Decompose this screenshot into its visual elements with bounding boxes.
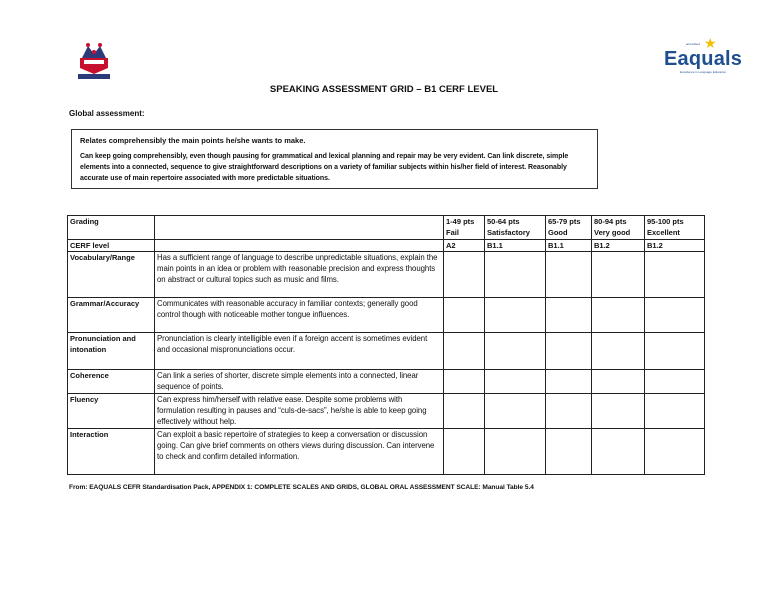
score-cell-fail[interactable] <box>444 370 485 394</box>
score-cell-good[interactable] <box>546 394 592 429</box>
score-cell-fail[interactable] <box>444 252 485 298</box>
band-header-fail: 1-49 pts Fail <box>444 216 485 240</box>
criterion-description: Communicates with reasonable accuracy in familiar contexts; generally good control though with noticeable mother tongue influences. <box>155 298 444 333</box>
global-assessment-summary: Relates comprehensibly the main points he/she wants to make. <box>80 136 306 145</box>
cerf-level-very-good: B1.2 <box>592 240 645 252</box>
criterion-description: Can exploit a basic repertoire of strategies to keep a conversation or discussion going. Can give brief comments on others views during discussion. Can intervene to check and confirm detailed information. <box>155 429 444 475</box>
cerf-level-good: B1.1 <box>546 240 592 252</box>
criterion-name: Fluency <box>68 394 155 429</box>
score-cell-very-good[interactable] <box>592 370 645 394</box>
cerf-blank <box>155 240 444 252</box>
criterion-name: Coherence <box>68 370 155 394</box>
criterion-description: Has a sufficient range of language to describe unpredictable situations, explain the main points in an idea or problem with reasonable precision and express thoughts on abstract or cultural topics such as music and films. <box>155 252 444 298</box>
grading-label: Grading <box>68 216 155 240</box>
score-cell-excellent[interactable] <box>645 298 705 333</box>
eaquals-logo <box>664 35 743 78</box>
grading-blank <box>155 216 444 240</box>
criterion-row-fluency <box>68 394 705 429</box>
score-cell-good[interactable] <box>546 333 592 370</box>
criterion-row-coherence <box>68 370 705 394</box>
eaquals-accredited-text: accredited <box>686 42 700 46</box>
score-cell-very-good[interactable] <box>592 252 645 298</box>
band-header-very-good: 80-94 pts Very good <box>592 216 645 240</box>
score-cell-fail[interactable] <box>444 394 485 429</box>
cerf-level-fail: A2 <box>444 240 485 252</box>
score-cell-excellent[interactable] <box>645 429 705 475</box>
score-cell-satisfactory[interactable] <box>485 394 546 429</box>
score-cell-fail[interactable] <box>444 429 485 475</box>
score-cell-satisfactory[interactable] <box>485 429 546 475</box>
assessment-grid <box>67 215 705 475</box>
score-cell-excellent[interactable] <box>645 394 705 429</box>
page-title: SPEAKING ASSESSMENT GRID – B1 CERF LEVEL <box>269 84 499 95</box>
score-cell-satisfactory[interactable] <box>485 333 546 370</box>
score-cell-excellent[interactable] <box>645 333 705 370</box>
eaquals-tagline: Excellence in Language Education <box>680 70 727 74</box>
score-cell-good[interactable] <box>546 298 592 333</box>
criterion-name: Pronunciation and intonation <box>68 333 155 370</box>
score-cell-excellent[interactable] <box>645 370 705 394</box>
criterion-description: Can express him/herself with relative ease. Despite some problems with formulation resulting in pauses and “culs-de-sacs”, he/she is able to keep going effectively without help. <box>155 394 444 429</box>
score-cell-satisfactory[interactable] <box>485 298 546 333</box>
criterion-name: Grammar/Accuracy <box>68 298 155 333</box>
criterion-name: Interaction <box>68 429 155 475</box>
score-cell-excellent[interactable] <box>645 252 705 298</box>
cerf-level-satisfactory: B1.1 <box>485 240 546 252</box>
criterion-row-interaction <box>68 429 705 475</box>
score-cell-very-good[interactable] <box>592 298 645 333</box>
score-cell-good[interactable] <box>546 252 592 298</box>
eaquals-wordmark: Eaquals <box>664 48 743 70</box>
criterion-description: Pronunciation is clearly intelligible even if a foreign accent is sometimes evident and occasional mispronunciations occur. <box>155 333 444 370</box>
cerf-label: CERF level <box>68 240 155 252</box>
cerf-level-excellent: B1.2 <box>645 240 705 252</box>
criterion-row-pronunciation <box>68 333 705 370</box>
score-cell-fail[interactable] <box>444 298 485 333</box>
band-header-excellent: 95-100 pts Excellent <box>645 216 705 240</box>
score-cell-very-good[interactable] <box>592 333 645 370</box>
global-assessment-detail: Can keep going comprehensibly, even though pausing for grammatical and lexical planning and repair may be very evident. Can link discrete, simple elements into a connected, sequence to give straightforward descriptions on a variety of familiar subjects within his/her field of interest. Reasonably accurate use of main repertoire associated with more predictable situations. <box>80 153 569 182</box>
score-cell-very-good[interactable] <box>592 429 645 475</box>
britanica-logo <box>74 38 114 80</box>
score-cell-fail[interactable] <box>444 333 485 370</box>
score-cell-good[interactable] <box>546 370 592 394</box>
star-icon: ★ <box>704 35 717 51</box>
score-cell-satisfactory[interactable] <box>485 252 546 298</box>
band-header-good: 65-79 pts Good <box>546 216 592 240</box>
criterion-row-grammar <box>68 298 705 333</box>
criterion-row-vocabulary <box>68 252 705 298</box>
cerf-row <box>68 240 705 252</box>
global-assessment-box <box>71 129 598 189</box>
criterion-name: Vocabulary/Range <box>68 252 155 298</box>
source-footnote: From: EAQUALS CEFR Standardisation Pack, APPENDIX 1: COMPLETE SCALES AND GRIDS, GLOBAL ORAL ASSESSMENT SCALE: Manual Table 5.4 <box>69 484 534 491</box>
score-cell-satisfactory[interactable] <box>485 370 546 394</box>
score-cell-good[interactable] <box>546 429 592 475</box>
criterion-description: Can link a series of shorter, discrete simple elements into a connected, linear sequence of points. <box>155 370 444 394</box>
band-header-satisfactory: 50-64 pts Satisfactory <box>485 216 546 240</box>
score-cell-very-good[interactable] <box>592 394 645 429</box>
grading-row <box>68 216 705 240</box>
global-assessment-label: Global assessment: <box>69 109 145 118</box>
